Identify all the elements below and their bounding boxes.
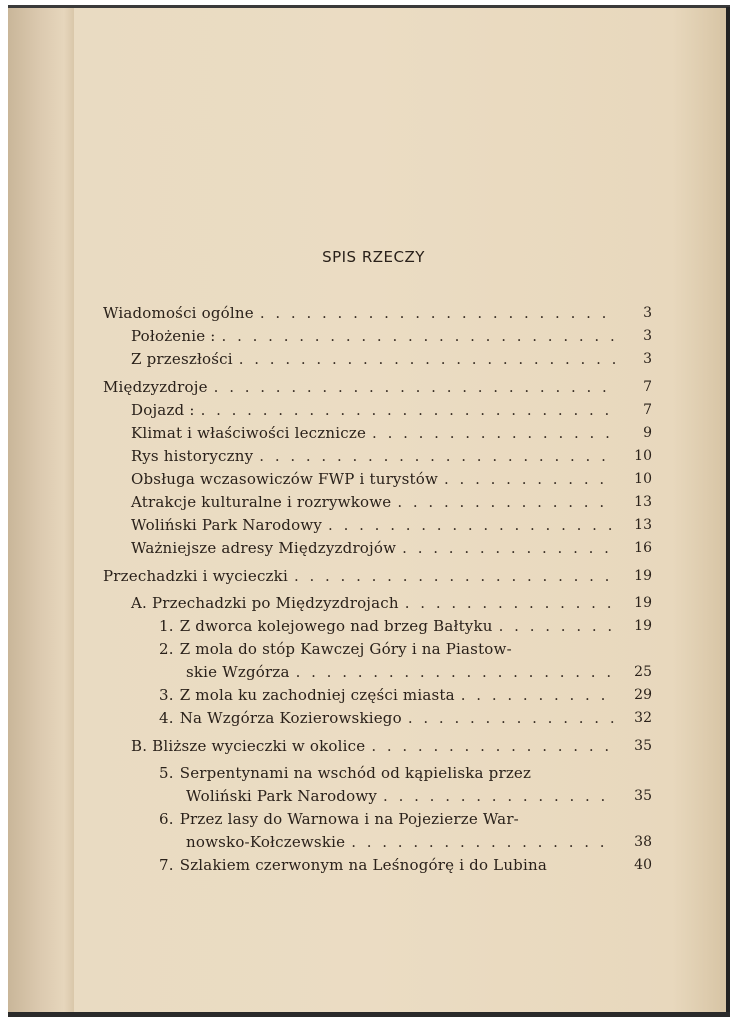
toc-entry	[103, 378, 621, 396]
toc-entry-number: 1.	[159, 617, 174, 635]
toc-entry	[159, 856, 547, 874]
toc-entry-label: Położenie :	[131, 327, 216, 345]
toc-entry	[131, 470, 621, 488]
toc-entry	[131, 737, 621, 755]
leader-dots	[402, 539, 615, 557]
toc-entry-label: Rys historyczny	[131, 447, 254, 465]
toc-entry-page: 3	[643, 328, 652, 344]
toc-entry-page: 9	[643, 425, 652, 441]
toc-entry-label-cont: skie Wzgórza	[186, 663, 290, 681]
toc-entry-continuation	[186, 833, 621, 851]
toc-entry-label: Obsługa wczasowiczów FWP i turystów	[131, 470, 439, 488]
toc-entry-page: 40	[634, 857, 652, 873]
toc-entry	[103, 567, 621, 585]
toc-entry-page: 7	[643, 402, 652, 418]
leader-dots	[461, 686, 615, 704]
toc-entry	[131, 401, 621, 419]
toc-entry	[159, 640, 512, 658]
leader-dots	[371, 737, 615, 755]
toc-entry-number: 3.	[159, 686, 174, 704]
toc-entry	[131, 350, 621, 368]
toc-entry-page: 16	[634, 540, 652, 556]
leader-dots	[294, 567, 615, 585]
toc-entry-label: Z dworca kolejowego nad brzeg Bałtyku	[179, 617, 493, 635]
leader-dots	[405, 594, 615, 612]
toc-entry	[159, 810, 519, 828]
toc-entry-label: Międzyzdroje	[103, 378, 208, 396]
toc-entry-number: 6.	[159, 810, 174, 828]
toc-entry	[131, 424, 621, 442]
toc-entry-page: 19	[634, 568, 652, 584]
toc-entry-page: 35	[634, 788, 652, 804]
toc-entry-label: Serpentynami na wschód od kąpieliska przez	[179, 764, 532, 782]
toc-entry-label-cont: nowsko-Kołczewskie	[186, 833, 346, 851]
leader-dots	[383, 787, 615, 805]
leader-dots	[222, 327, 615, 345]
toc-entry-page: 13	[634, 494, 652, 510]
toc-entry-label: Przechadzki i wycieczki	[103, 567, 288, 585]
toc-entry-label-cont: Woliński Park Narodowy	[186, 787, 378, 805]
toc-entry	[131, 516, 621, 534]
toc-entry-page: 10	[634, 448, 652, 464]
toc-entry-page: 38	[634, 834, 652, 850]
toc-entry-page: 19	[634, 595, 652, 611]
leader-dots	[259, 447, 615, 465]
toc-entry-continuation	[186, 787, 621, 805]
leader-dots	[397, 493, 615, 511]
toc-entry	[159, 686, 621, 704]
leader-dots	[260, 304, 615, 322]
toc-entry-number: 7.	[159, 856, 174, 874]
toc-entry-number: 5.	[159, 764, 174, 782]
leader-dots	[296, 663, 615, 681]
toc-entry-page: 19	[634, 618, 652, 634]
leader-dots	[214, 378, 615, 396]
toc-entry-page: 32	[634, 710, 652, 726]
toc-entry-label: Z mola ku zachodniej części miasta	[179, 686, 455, 704]
toc-entry-page: 13	[634, 517, 652, 533]
toc-entry	[159, 617, 621, 635]
leader-dots	[239, 350, 615, 368]
toc-entry-page: 10	[634, 471, 652, 487]
toc-entry-label: Przez lasy do Warnowa i na Pojezierze War-	[179, 810, 519, 828]
toc-entry	[159, 764, 531, 782]
leader-dots	[444, 470, 615, 488]
toc-entry	[131, 327, 621, 345]
leader-dots	[328, 516, 615, 534]
toc-entry-page: 3	[643, 351, 652, 367]
toc-entry-label: Woliński Park Narodowy	[131, 516, 323, 534]
toc-entry-label: Na Wzgórza Kozierowskiego	[179, 709, 402, 727]
toc-entry-label: Wiadomości ogólne	[103, 304, 254, 322]
toc-entry-continuation	[186, 663, 621, 681]
toc-entry-page: 35	[634, 738, 652, 754]
toc-entry	[131, 493, 621, 511]
toc-entry-page: 3	[643, 305, 652, 321]
leader-dots	[201, 401, 615, 419]
page-title: SPIS RZECZY	[322, 248, 425, 266]
toc-entry-page: 25	[634, 664, 652, 680]
leader-dots	[408, 709, 615, 727]
toc-entry-number: 2.	[159, 640, 174, 658]
toc-entry-label: Klimat i właściwości lecznicze	[131, 424, 367, 442]
leader-dots	[372, 424, 615, 442]
toc-entry-label: B. Bliższe wycieczki w okolice	[131, 737, 366, 755]
toc-entry	[103, 304, 621, 322]
toc-entry-label: Ważniejsze adresy Międzyzdrojów	[131, 539, 397, 557]
toc-entry-page: 29	[634, 687, 652, 703]
toc-entry	[131, 594, 621, 612]
leader-dots	[351, 833, 615, 851]
leader-dots	[499, 617, 615, 635]
toc-entry-label: Z mola do stóp Kawczej Góry i na Piastow-	[179, 640, 512, 658]
toc-entry-label: Atrakcje kulturalne i rozrywkowe	[131, 493, 392, 511]
toc-entry-label: A. Przechadzki po Międzyzdrojach	[131, 594, 399, 612]
toc-entry	[131, 539, 621, 557]
toc-entry-label: Szlakiem czerwonym na Leśnogórę i do Lubina	[179, 856, 547, 874]
toc-entry-number: 4.	[159, 709, 174, 727]
toc-entry-label: Dojazd :	[131, 401, 195, 419]
toc-entry	[131, 447, 621, 465]
toc-entry-label: Z przeszłości	[131, 350, 233, 368]
toc-entry-page: 7	[643, 379, 652, 395]
toc-entry	[159, 709, 621, 727]
